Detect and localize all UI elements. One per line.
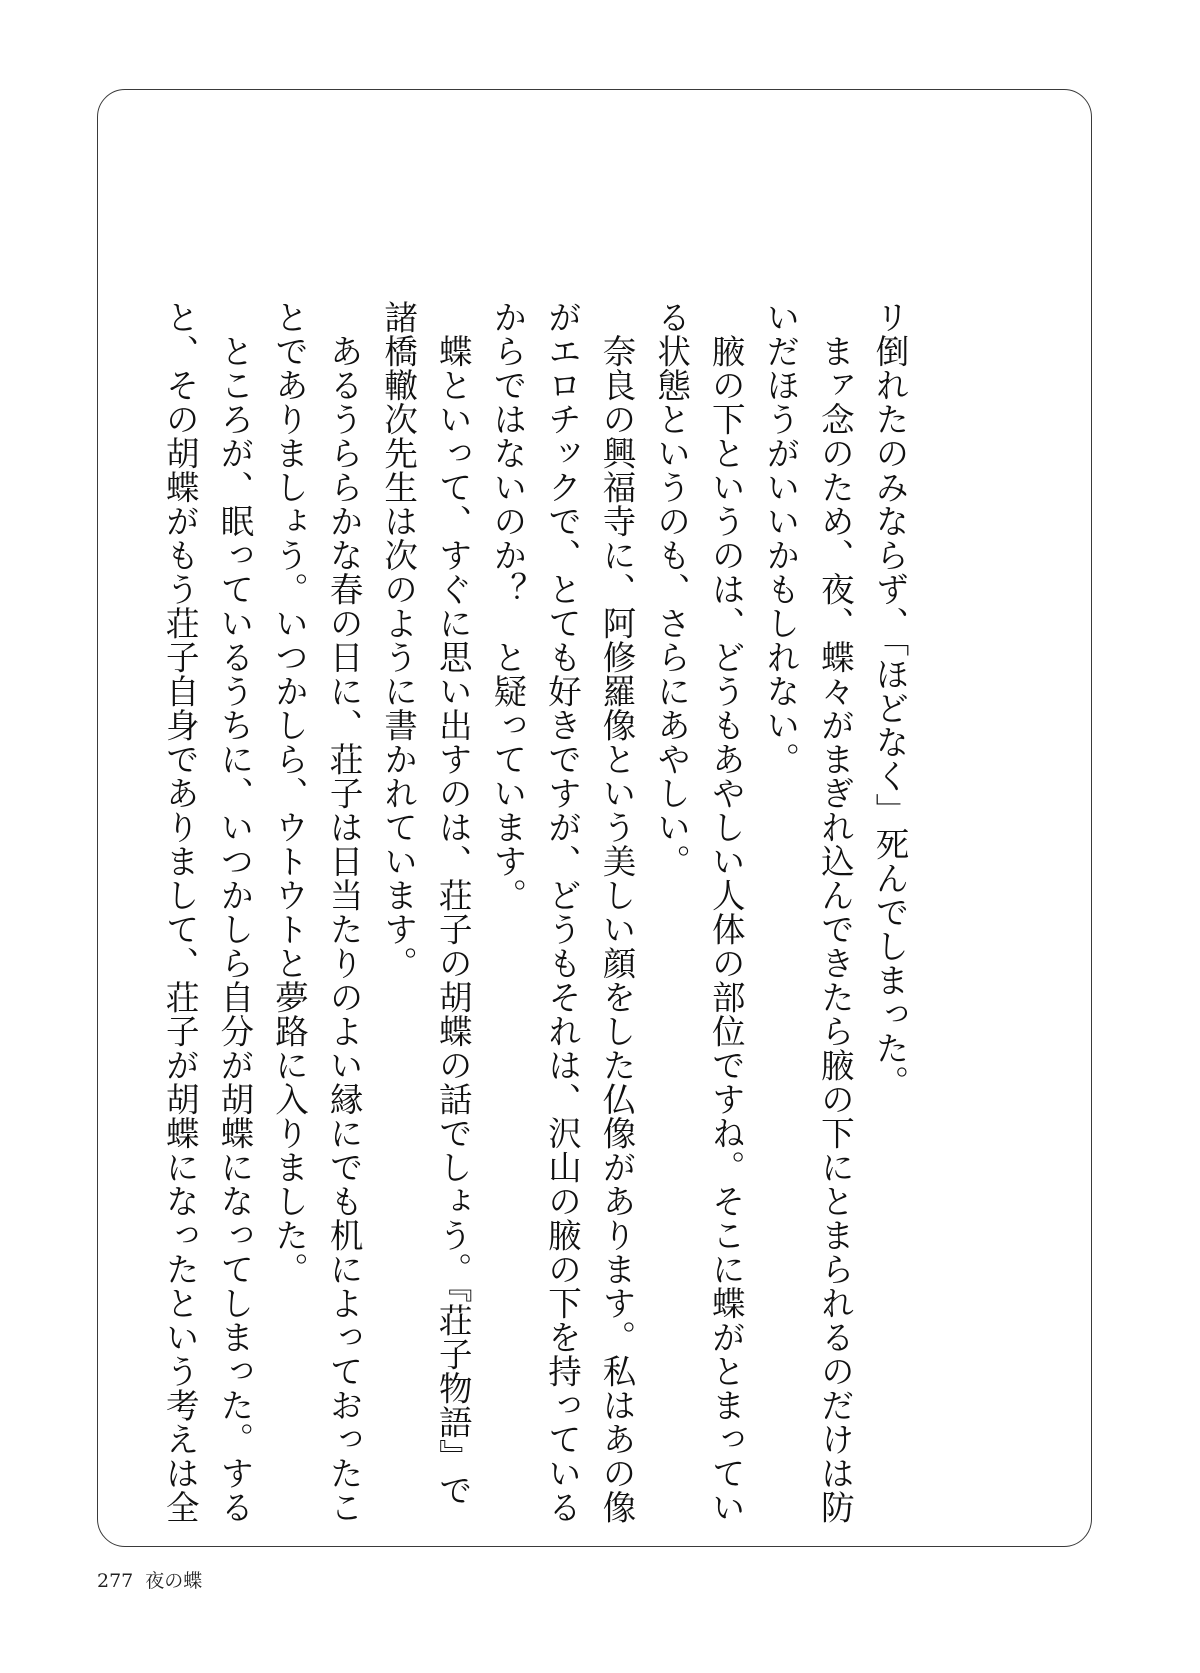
text-line: まァ念のため、夜、蝶々がまぎれ込んできたら腋の下にとまられるのだけは防 xyxy=(815,300,855,1524)
text-line: とでありましょう。いつかしら、ウトウトと夢路に入りました。 xyxy=(269,300,309,1286)
page-footer xyxy=(97,1566,202,1593)
text-line: ところが、眠っているうちに、いつかしら自分が胡蝶になってしまった。する xyxy=(214,300,254,1524)
text-line: がエロチックで、とても好きですが、どうもそれは、沢山の腋の下を持っている xyxy=(542,300,582,1524)
text-line: 腋の下というのは、どうもあやしい人体の部位ですね。そこに蝶がとまってい xyxy=(706,300,746,1524)
page-number: 277 xyxy=(97,1570,134,1592)
chapter-title: 夜の蝶 xyxy=(145,1570,203,1592)
vertical-text-body xyxy=(152,300,916,1524)
text-line: いだほうがいいかもしれない。 xyxy=(760,300,800,776)
text-line: リ倒れたのみならず、「ほどなく」死んでしまった。 xyxy=(870,300,909,1100)
text-line: あるうららかな春の日に、荘子は日当たりのよい縁にでも机によっておったこ xyxy=(324,300,364,1524)
text-line: 奈良の興福寺に、阿修羅像という美しい顔をした仏像があります。私はあの像 xyxy=(597,300,637,1524)
text-line: る状態というのも、さらにあやしい。 xyxy=(651,300,691,878)
text-line: 蝶といって、すぐに思い出すのは、荘子の胡蝶の話でしょう。『荘子物語』で xyxy=(433,300,473,1508)
text-line: からではないのか？ と疑っています。 xyxy=(487,300,527,912)
text-line: と、その胡蝶がもう荘子自身でありまして、荘子が胡蝶になったという考えは全 xyxy=(160,300,200,1524)
text-line: 諸橋轍次先生は次のように書かれています。 xyxy=(378,300,418,980)
